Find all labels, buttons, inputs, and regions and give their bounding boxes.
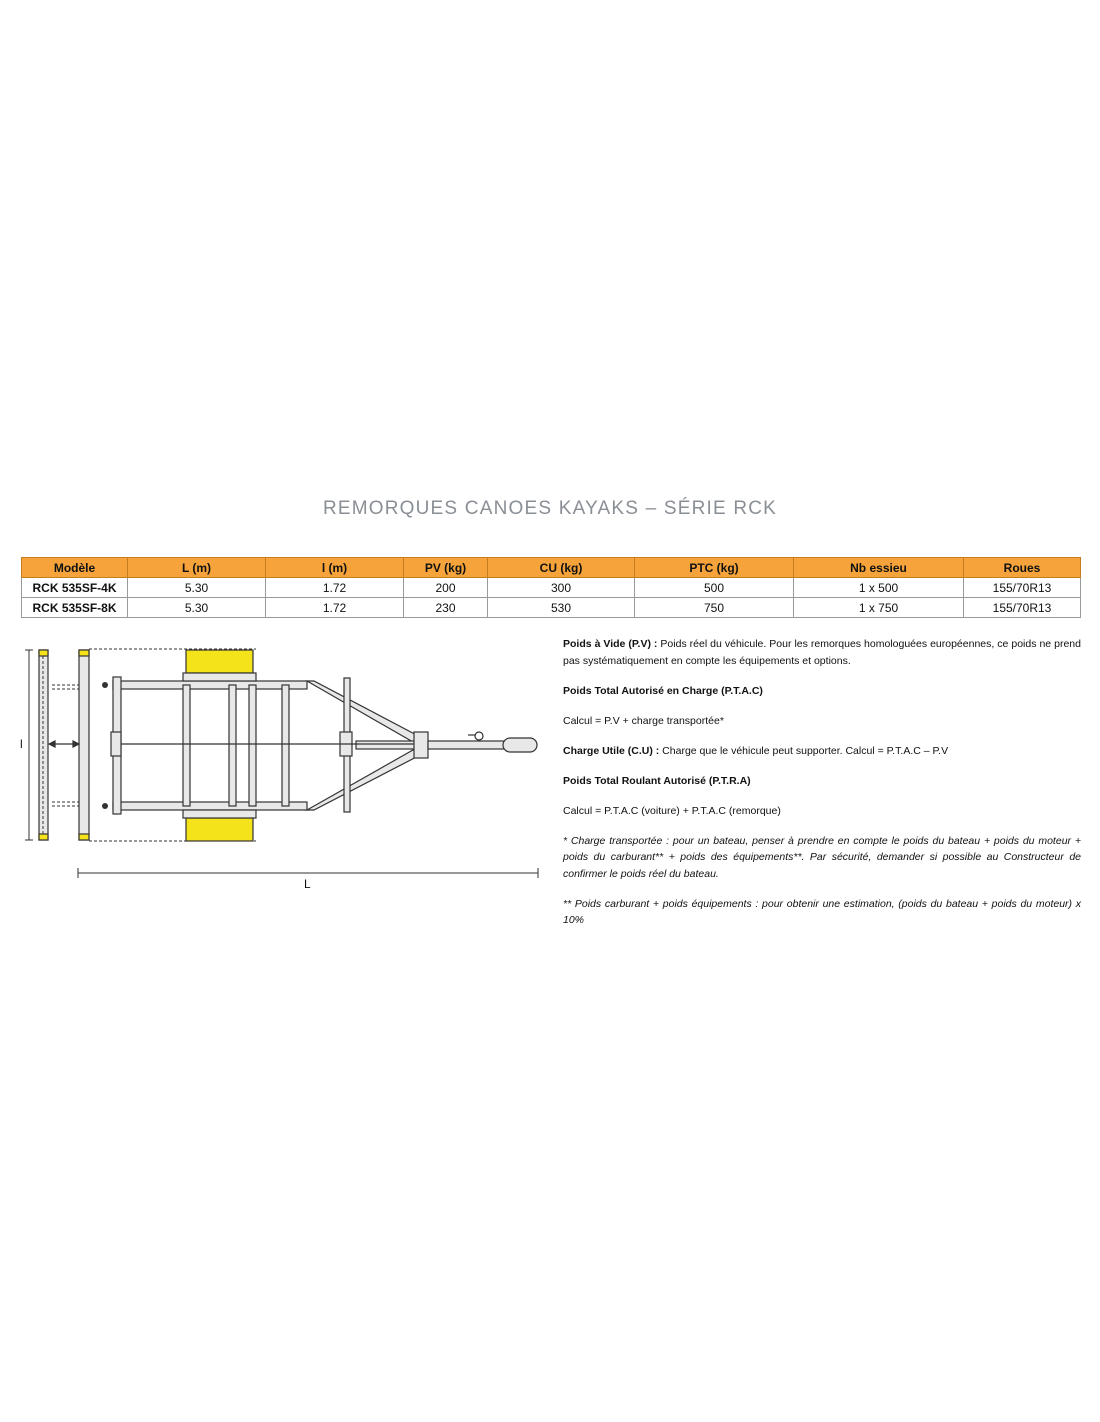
- calc-ptra: Calcul = P.T.A.C (voiture) + P.T.A.C (remorque): [563, 804, 781, 817]
- calc-ptac: Calcul = P.V + charge transportée*: [563, 714, 724, 727]
- table-row: [22, 578, 1081, 598]
- def-cu: [563, 743, 1081, 760]
- cell-cu: 300: [488, 578, 635, 598]
- footnote-2: ** Poids carburant + poids équipements : pour obtenir une estimation, (poids du bateau + poids du moteur) x 10%: [563, 897, 1081, 926]
- cell-ptc: 500: [635, 578, 794, 598]
- cell-width: 1.72: [266, 578, 404, 598]
- col-header-model: Modèle: [22, 558, 128, 578]
- def-ptac: [563, 683, 1081, 700]
- length-label: L: [304, 877, 311, 891]
- col-header-wheels: Roues: [964, 558, 1081, 578]
- cell-wheels: 155/70R13: [964, 578, 1081, 598]
- term-pv: Poids à Vide (P.V) :: [563, 638, 658, 650]
- footnote-1: * Charge transportée : pour un bateau, penser à prendre en compte le poids du bateau + poids du moteur + poids du carburant** + poids des équipements**. Par sécurité, demander si possible au Constructeur de confirmer le poids réel du bateau.: [563, 834, 1081, 880]
- table-row: [22, 598, 1081, 618]
- fender-top: [186, 650, 253, 673]
- specs-table: [21, 557, 1081, 618]
- frame-rail-top: [113, 681, 307, 689]
- col-header-pv: PV (kg): [404, 558, 488, 578]
- cell-axle: 1 x 750: [794, 598, 964, 618]
- drawbar-top: [307, 681, 426, 746]
- pad-end: [39, 650, 48, 656]
- text-pv: Poids réel du véhicule. Pour les remorques homologuées européennes, ce poids ne prend pas systématiquement en compte les équipements et options.: [563, 638, 1081, 667]
- cell-wheels: 155/70R13: [964, 598, 1081, 618]
- def-pv: [563, 636, 1081, 669]
- cell-model: RCK 535SF-4K: [22, 578, 128, 598]
- cell-pv: 200: [404, 578, 488, 598]
- term-cu: Charge Utile (C.U) :: [563, 744, 660, 757]
- col-header-ptc: PTC (kg): [635, 558, 794, 578]
- rear-cross-bar: [79, 650, 89, 840]
- cross-member: [249, 685, 256, 806]
- cell-model: RCK 535SF-8K: [22, 598, 128, 618]
- text-cu: Charge que le véhicule peut supporter. Calcul = P.T.A.C – P.V: [659, 744, 949, 757]
- tongue-bracket: [414, 732, 428, 758]
- cross-member: [183, 685, 190, 806]
- table-header-row: [22, 558, 1081, 578]
- width-label: l: [20, 737, 23, 751]
- pad-end: [39, 834, 48, 840]
- col-header-width: l (m): [266, 558, 404, 578]
- col-header-length: L (m): [128, 558, 266, 578]
- cell-ptc: 750: [635, 598, 794, 618]
- cell-pv: 230: [404, 598, 488, 618]
- pad-end: [79, 650, 89, 656]
- def-ptra: [563, 773, 1081, 790]
- cell-width: 1.72: [266, 598, 404, 618]
- frame-rail-bottom: [113, 802, 307, 810]
- cross-member: [282, 685, 289, 806]
- col-header-cu: CU (kg): [488, 558, 635, 578]
- fender-bracket: [183, 810, 256, 818]
- definitions-panel: [563, 636, 1081, 942]
- winch-icon: [475, 732, 483, 740]
- col-header-axle: Nb essieu: [794, 558, 964, 578]
- cell-axle: 1 x 500: [794, 578, 964, 598]
- cell-cu: 530: [488, 598, 635, 618]
- hitch-coupler: [503, 738, 537, 752]
- cross-member: [229, 685, 236, 806]
- cell-length: 5.30: [128, 578, 266, 598]
- fender-bracket: [183, 673, 256, 681]
- drawbar-bottom: [307, 746, 426, 810]
- trailer-diagram: [18, 640, 546, 892]
- pad-end: [79, 834, 89, 840]
- term-ptac: Poids Total Autorisé en Charge (P.T.A.C): [563, 684, 763, 697]
- page-title: REMORQUES CANOES KAYAKS – SÉRIE RCK: [322, 498, 778, 519]
- term-ptra: Poids Total Roulant Autorisé (P.T.R.A): [563, 774, 751, 787]
- center-plate: [111, 732, 121, 756]
- fender-bottom: [186, 818, 253, 841]
- cell-length: 5.30: [128, 598, 266, 618]
